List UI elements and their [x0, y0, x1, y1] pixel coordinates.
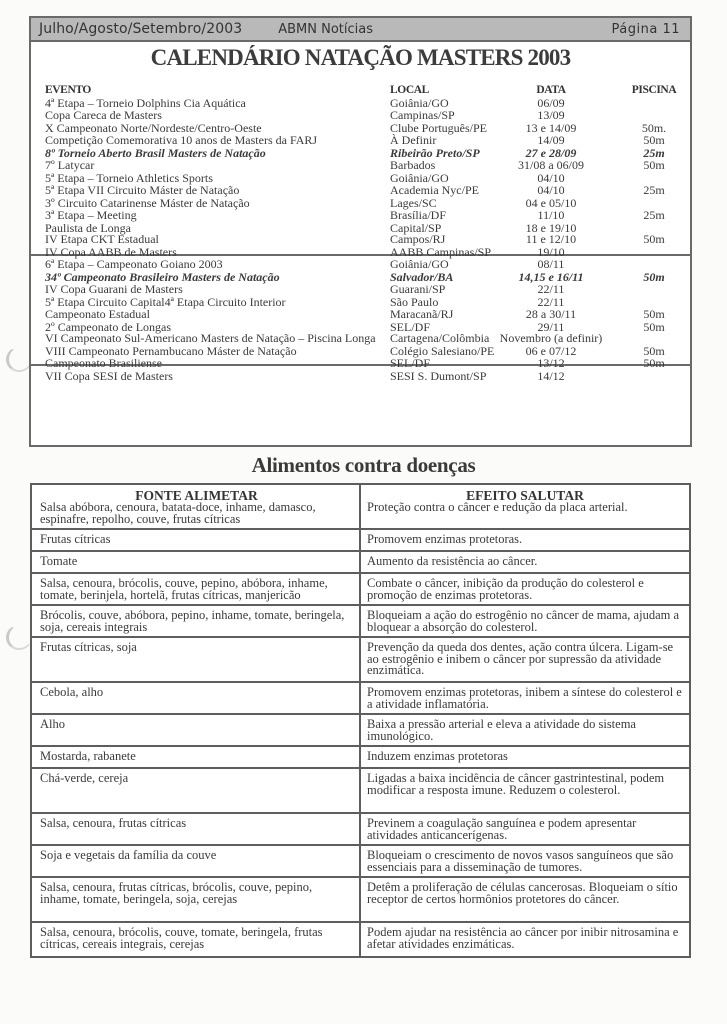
efeito-cell: Prevenção da queda dos dentes, ação contra úlcera. Ligam-se ao estrogênio e inibem o câncer por supressão da atividade enzimática.: [360, 637, 690, 682]
calendar-title: CALENDÁRIO NATAÇÃO MASTERS 2003: [150, 45, 571, 70]
local-column: [390, 84, 494, 382]
piscina-header: PISCINA: [631, 84, 677, 96]
efeito-cell: Combate o câncer, inibição da produção do colesterol e promoção de enzimas protetoras.: [360, 573, 690, 605]
calendar-data-cell: 11 e 12/10: [525, 232, 577, 246]
data-column: [491, 84, 611, 382]
foods-row: [31, 845, 690, 877]
efeito-cell: Bloqueiam a ação do estrogênio no câncer de mama, ajudam a bloquear a absorção do colesterol.: [360, 605, 690, 637]
fonte-cell: Frutas cítricas: [31, 529, 360, 551]
calendar-local-cell: SEL/DF: [390, 356, 431, 370]
efeito-cell: Bloqueiam o crescimento de novos vasos sanguíneos que são essenciais para a disseminação de tumores.: [360, 845, 690, 877]
efeito-cell: [360, 484, 690, 529]
calendar-evento-cell: X Campeonato Norte/Nordeste/Centro-Oeste: [45, 120, 262, 135]
fonte-header: FONTE ALIMETAR: [135, 488, 258, 503]
calendar-evento-cell: 7º Latycar: [45, 158, 95, 172]
calendar-piscina-cell: 50m: [643, 269, 665, 284]
foods-row: [31, 682, 690, 714]
calendar-local-cell: À Definir: [390, 133, 437, 147]
efeito-cell: Promovem enzimas protetoras.: [360, 529, 690, 551]
calendar-local-cell: Colégio Salesiano/PE: [390, 343, 495, 358]
calendar-local-cell: SESI S. Dumont/SP: [390, 368, 487, 383]
binder-hole-mark: [6, 625, 32, 650]
foods-row: [31, 922, 690, 957]
calendar-piscina-cell: 50m: [643, 319, 665, 334]
page-header-bar: [31, 18, 690, 42]
calendar-piscina-cell: [614, 332, 694, 345]
calendar-data-cell: 18 e 19/10: [525, 220, 577, 235]
efeito-text: Proteção contra o câncer e redução da placa arterial.: [367, 500, 628, 514]
calendar-data-cell: 11/10: [537, 208, 565, 222]
calendar-evento-cell: 2º Campeonato de Longas: [45, 319, 172, 334]
efeito-cell: Podem ajudar na resistência ao câncer por inibir nitrosamina e afetar atividades enzimáticas.: [360, 922, 690, 957]
fonte-cell: Cebola, alho: [31, 682, 360, 714]
calendar-evento-cell: VI Campeonato Sul-Americano Masters de Natação – Piscina Longa: [45, 331, 376, 345]
foods-row: [31, 637, 690, 682]
calendar-evento-cell: 8º Torneio Aberto Brasil Masters de Natação: [45, 145, 266, 160]
foods-row: [31, 768, 690, 813]
foods-row: [31, 573, 690, 605]
calendar-piscina-cell: 25m: [643, 145, 665, 160]
calendar-evento-cell: IV Copa AABB de Masters: [45, 244, 177, 259]
foods-row: [31, 551, 690, 573]
calendar-evento-cell: IV Etapa CKT Estadual: [45, 232, 159, 246]
calendar-local-cell: Guarani/SP: [390, 282, 446, 296]
calendar-local-cell: Clube Português/PE: [390, 120, 488, 135]
calendar-data-cell: 31/08 a 06/09: [518, 158, 584, 172]
calendar-local-cell: Campos/RJ: [390, 232, 446, 246]
calendar-evento-cell: 3º Circuito Catarinense Máster de Natação: [45, 195, 250, 210]
efeito-header: EFEITO SALUTAR: [466, 488, 584, 503]
data-header: DATA: [536, 84, 566, 96]
fonte-cell: Brócolis, couve, abóbora, pepino, inhame, tomate, beringela, soja, cereais integrais: [31, 605, 360, 637]
calendar-local-cell: Salvador/BA: [390, 269, 454, 284]
calendar-evento-cell: Campeonato Brasiliense: [45, 356, 162, 370]
calendar-piscina-cell: 50m: [643, 232, 665, 246]
calendar-data-cell: 22/11: [537, 294, 565, 309]
calendar-piscina-cell: 25m: [643, 183, 665, 197]
efeito-cell: Ligadas a baixa incidência de câncer gastrintestinal, podem modificar a resposta imune. Reduzem o colesterol.: [360, 768, 690, 813]
fonte-cell: Chá-verde, cereja: [31, 768, 360, 813]
calendar-evento-cell: Copa Careca de Masters: [45, 108, 162, 122]
calendar-evento-cell: 5ª Etapa Circuito Capital4ª Etapa Circuito Interior: [45, 294, 286, 309]
foods-title: Alimentos contra doenças: [251, 453, 476, 477]
calendar-evento-cell: 3ª Etapa – Meeting: [45, 208, 137, 222]
calendar-evento-cell: Campeonato Estadual: [45, 307, 150, 321]
calendar-data-cell: 13 e 14/09: [525, 120, 577, 135]
calendar-evento-cell: 4ª Etapa – Torneio Dolphins Cia Aquática: [45, 95, 246, 110]
calendar-piscina-cell: 50m: [643, 158, 665, 172]
calendar-local-cell: Goiânia/GO: [390, 170, 449, 185]
calendar-piscina-cell: [614, 370, 694, 383]
fonte-cell: Salsa, cenoura, brócolis, couve, pepino, abóbora, inhame, tomate, berinjela, hortelã, frutas cítricas, manjericão: [31, 573, 360, 605]
calendar-piscina-cell: 50m: [643, 307, 665, 321]
calendar-piscina-cell: [614, 109, 694, 122]
foods-row: [31, 605, 690, 637]
calendar-piscina-cell: [614, 246, 694, 259]
calendar-data-cell: 13/12: [537, 356, 565, 370]
foods-table: [30, 483, 691, 958]
calendar-box: [29, 16, 692, 447]
piscina-column: [614, 84, 694, 382]
calendar-piscina-cell: 50m: [643, 133, 665, 147]
calendar-evento-cell: 6ª Etapa – Campeonato Goiano 2003: [45, 257, 223, 271]
fonte-cell: Soja e vegetais da família da couve: [31, 845, 360, 877]
calendar-local-cell: Cartagena/Colômbia: [390, 331, 490, 345]
calendar-local-cell: Maracanã/RJ: [390, 307, 454, 321]
calendar-data-cell: 04/10: [537, 183, 565, 197]
calendar-data-cell: 13/09: [537, 108, 565, 122]
fonte-cell: Alho: [31, 714, 360, 746]
calendar-local-cell: Lages/SC: [390, 195, 437, 210]
efeito-cell: Promovem enzimas protetoras, inibem a síntese do colesterol e a atividade inflamatória.: [360, 682, 690, 714]
fonte-cell: Tomate: [31, 551, 360, 573]
calendar-data-cell: 14/12: [537, 368, 565, 383]
efeito-cell: Aumento da resistência ao câncer.: [360, 551, 690, 573]
calendar-data-cell: 27 e 28/09: [525, 145, 577, 160]
calendar-data-cell: Novembro (a definir): [499, 331, 603, 345]
foods-row: [31, 714, 690, 746]
fonte-cell: Salsa, cenoura, brócolis, couve, tomate, beringela, frutas cítricas, cereais integrais, cerejas: [31, 922, 360, 957]
evento-column: [45, 84, 376, 382]
publication-name: ABMN Notícias: [278, 21, 374, 37]
foods-row: [31, 877, 690, 922]
page-number: Página 11: [611, 21, 680, 37]
calendar-local-cell: Goiânia/GO: [390, 95, 449, 110]
efeito-cell: Previnem a coagulação sanguínea e podem apresentar atividades anticancerígenas.: [360, 813, 690, 845]
calendar-piscina-cell: 50m.: [641, 120, 667, 135]
calendar-evento-cell: 5ª Etapa VII Circuito Máster de Natação: [45, 183, 240, 197]
fonte-cell: Mostarda, rabanete: [31, 746, 360, 768]
calendar-data-cell: 06 e 07/12: [525, 343, 577, 358]
calendar-piscina-cell: 50m: [643, 356, 665, 370]
foods-row: [31, 529, 690, 551]
calendar-data-cell: 06/09: [537, 95, 565, 110]
issue-date: Julho/Agosto/Setembro/2003: [39, 21, 243, 37]
calendar-data-cell: 04/10: [537, 170, 565, 185]
calendar-local-cell: Ribeirão Preto/SP: [390, 145, 480, 160]
calendar-data-cell: 14,15 e 16/11: [518, 269, 584, 284]
foods-row: [31, 746, 690, 768]
calendar-data-cell: 29/11: [537, 319, 565, 334]
calendar-local-cell: SEL/DF: [390, 319, 431, 334]
calendar-evento-cell: 5ª Etapa – Torneio Athletics Sports: [45, 170, 213, 185]
calendar-local-cell: Barbados: [390, 158, 436, 172]
calendar-piscina-cell: 50m: [643, 343, 665, 358]
calendar-piscina-cell: [614, 97, 694, 110]
calendar-local-cell: Academia Nyc/PE: [390, 183, 479, 197]
calendar-piscina-cell: 25m: [643, 208, 665, 222]
calendar-evento-cell: IV Copa Guarani de Masters: [45, 282, 183, 296]
calendar-evento-cell: Competição Comemorativa 10 anos de Masters da FARJ: [45, 133, 318, 147]
calendar-local-cell: São Paulo: [390, 294, 439, 309]
calendar-local-cell: Brasília/DF: [390, 208, 446, 222]
calendar-local-cell: Goiânia/GO: [390, 257, 449, 271]
fonte-cell: Frutas cítricas, soja: [31, 637, 360, 682]
calendar-data-cell: 14/09: [537, 133, 565, 147]
calendar-data-cell: 04 e 05/10: [525, 195, 577, 210]
calendar-data-cell: 28 a 30/11: [525, 307, 577, 321]
efeito-cell: Induzem enzimas protetoras: [360, 746, 690, 768]
local-header: LOCAL: [390, 84, 429, 96]
calendar-evento-cell: VII Copa SESI de Masters: [45, 368, 173, 383]
foods-row: [31, 813, 690, 845]
calendar-evento-cell: 34º Campeonato Brasileiro Masters de Natação: [45, 269, 280, 284]
calendar-data-cell: 22/11: [537, 282, 565, 296]
evento-header: EVENTO: [45, 84, 91, 96]
calendar-piscina-cell: [614, 283, 694, 296]
efeito-cell: Detêm a proliferação de células cancerosas. Bloqueiam o sítio receptor de certos hormônios protetores do câncer.: [360, 877, 690, 922]
calendar-piscina-cell: [614, 258, 694, 271]
calendar-local-cell: Campinas/SP: [390, 108, 455, 122]
fonte-cell: Salsa, cenoura, frutas cítricas: [31, 813, 360, 845]
fonte-cell: Salsa, cenoura, frutas cítricas, brócolis, couve, pepino, inhame, tomate, beringela, soja, cerejas: [31, 877, 360, 922]
efeito-cell: Baixa a pressão arterial e eleva a atividade do sistema imunológico.: [360, 714, 690, 746]
foods-header-row: [31, 484, 690, 529]
calendar-data-cell: 19/10: [537, 244, 565, 259]
calendar-local-cell: Capital/SP: [390, 220, 442, 235]
fonte-text: Salsa abóbora, cenoura, batata-doce, inhame, damasco, espinafre, repolho, couve, frutas cítricas: [40, 500, 316, 526]
calendar-evento-cell: VIII Campeonato Pernambucano Máster de Natação: [45, 343, 297, 358]
calendar-evento-cell: Paulista de Longa: [45, 220, 131, 235]
fonte-cell: [31, 484, 360, 529]
calendar-local-cell: AABB Campinas/SP: [390, 244, 492, 259]
calendar-data-cell: 08/11: [537, 257, 565, 271]
